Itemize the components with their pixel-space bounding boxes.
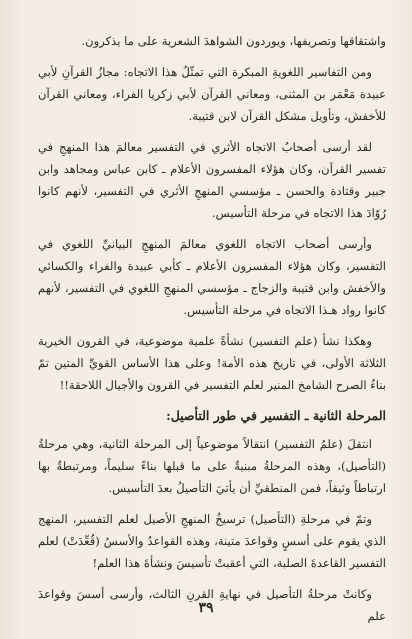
paragraph: وأرسى أصحاب الاتجاه اللغوي معالمَ المنهجِ البيانيِّ اللغوي في التفسير، وكان هؤلاء المفسرون الأعلام ـ كأبي عبيدة والفراء والكسائي والأخفش وابن قتيبة والزجاج ـ مؤسسي المنهجِ اللغوي في التفسير، لأنهم كانوا رواد هـذا الاتجاه في مرحلة التأسيس.: [38, 237, 386, 317]
section-heading: المرحلة الثانية ـ التفسير في طور التأصيل:: [166, 408, 386, 423]
paragraph: لقد أرسى أصحابُ الاتجاه الأثري في التفسير معالمَ هذا المنهجِ في تفسير القرآن، وكان هؤلاء المفسرون الأعلام ـ كابن عباس ومجاهد وابن جبير وقتادة والحسن ـ مؤسسي المنهجِ الأثري في التفسير، لأنهم كانوا رُوّادَ هذا الاتجاه في مرحلة التأسيس.: [38, 140, 386, 220]
paragraph: واشتقاقها وتصريفها، ويوردون الشواهدَ الشعرية على ما يذكرون.: [81, 34, 386, 48]
paragraph: وتمّ في مرحلةِ (التأصيل) ترسيخُ المنهجِ الأصيل لعلم التفسير، المنهج الذي يقوم على أسسٍ وقواعدَ متينة، وهذه القواعدُ والأسسُ (قُعِّدَتْ) لعلم التفسير القاعدةَ الصلبة، التي أعقبتْ تأسيسَ ونشأةَ هذا العلم!: [38, 512, 386, 570]
page-body: [38, 30, 386, 636]
paragraph: وهكذا نشأ (علم التفسير) نشأةً علمية موضوعية، في القرون الخيرية الثلاثة الأولى، في تاريخ هذه الأمة! وعلى هذا الأساس القويِّ المتين تمّ بناءُ الصرح الشامخ المنير لعلم التفسير في القرون والأجيال اللاحقة!!: [38, 334, 386, 392]
paragraph: وكانتْ مرحلةُ التأصيل في نهايةِ القرنِ الثالث، وأرسى أسسَ وقواعدَ علم: [38, 587, 386, 623]
paragraph: ومن التفاسير اللغويةِ المبكرة التي تمثّلُ هذا الاتجاه: مجازُ القرآنِ لأبي عبيدة مَعْمَر بن المثنى، ومعاني القرآن لأبي زكريا الفراء، ومعاني القرآن للأخفش، وتأويل مشكل القرآن لابن قتيبة.: [38, 65, 386, 123]
paragraph: انتقلَ (علمُ التفسير) انتقالاً موضوعياً إلى المرحلة الثانية، وهي مرحلةُ (التأصيل)، وهذه المرحلةُ مبنيةٌ على ما قبلها بناءً سليماً، ومرتبطةٌ بها ارتباطاً وثيقاً، فمن المنطقيِّ أن يأتيَ التأصيلُ بعدَ التأسيس.: [38, 437, 386, 495]
page-number: ٣٩: [198, 600, 214, 616]
